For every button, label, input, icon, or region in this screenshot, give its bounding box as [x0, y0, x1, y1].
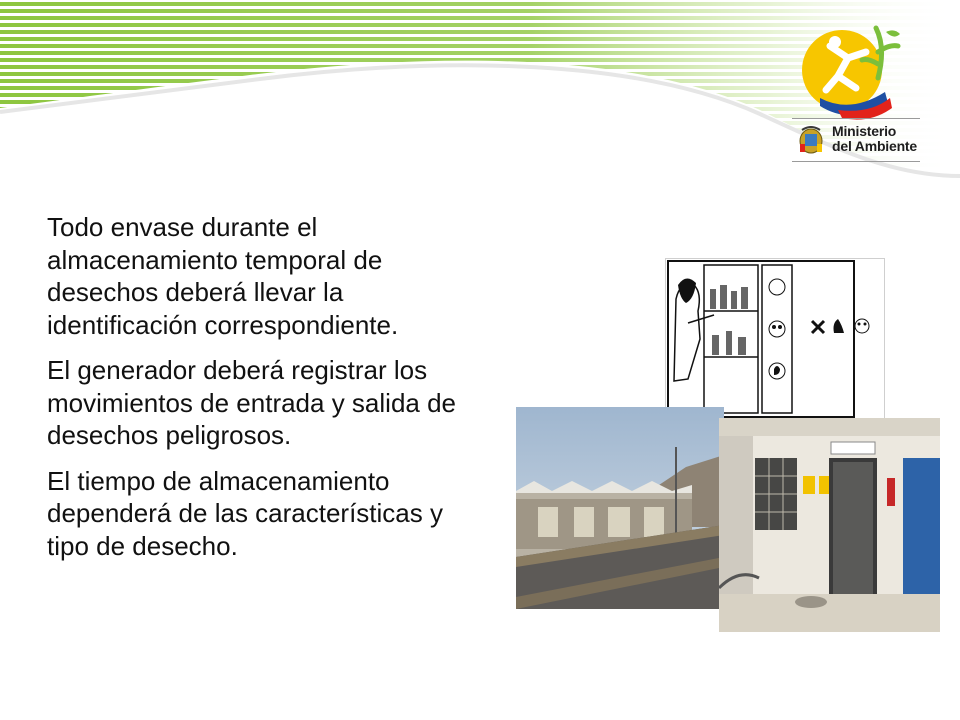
- hazard-labels-illustration: [665, 258, 885, 422]
- header-stripe: [0, 9, 960, 13]
- logo-divider-bottom: [792, 161, 920, 162]
- ministry-name: [832, 124, 917, 154]
- warehouse-photo: [516, 407, 724, 609]
- storage-room-photo: [719, 418, 940, 632]
- slide-body: [47, 211, 492, 575]
- paragraph-movement-registry: El generador deberá registrar los movimientos de entrada y salida de desechos peligrosos.: [47, 355, 457, 450]
- header-stripe: [0, 184, 960, 188]
- paragraph-container-labeling: Todo envase durante el almacenamiento temporal de desechos deberá llevar la identificación correspondiente.: [47, 212, 399, 340]
- ministry-name-line1: Ministerio: [832, 123, 897, 139]
- header-stripe: [0, 2, 960, 6]
- logo-divider-top: [792, 118, 920, 119]
- paragraph-storage-time: El tiempo de almacenamiento dependerá de las características y tipo de desecho.: [47, 465, 443, 561]
- ministry-name-line2: del Ambiente: [832, 138, 917, 154]
- header-stripe: [0, 177, 960, 181]
- header-stripe: [0, 170, 960, 174]
- national-seal-icon: [796, 124, 826, 156]
